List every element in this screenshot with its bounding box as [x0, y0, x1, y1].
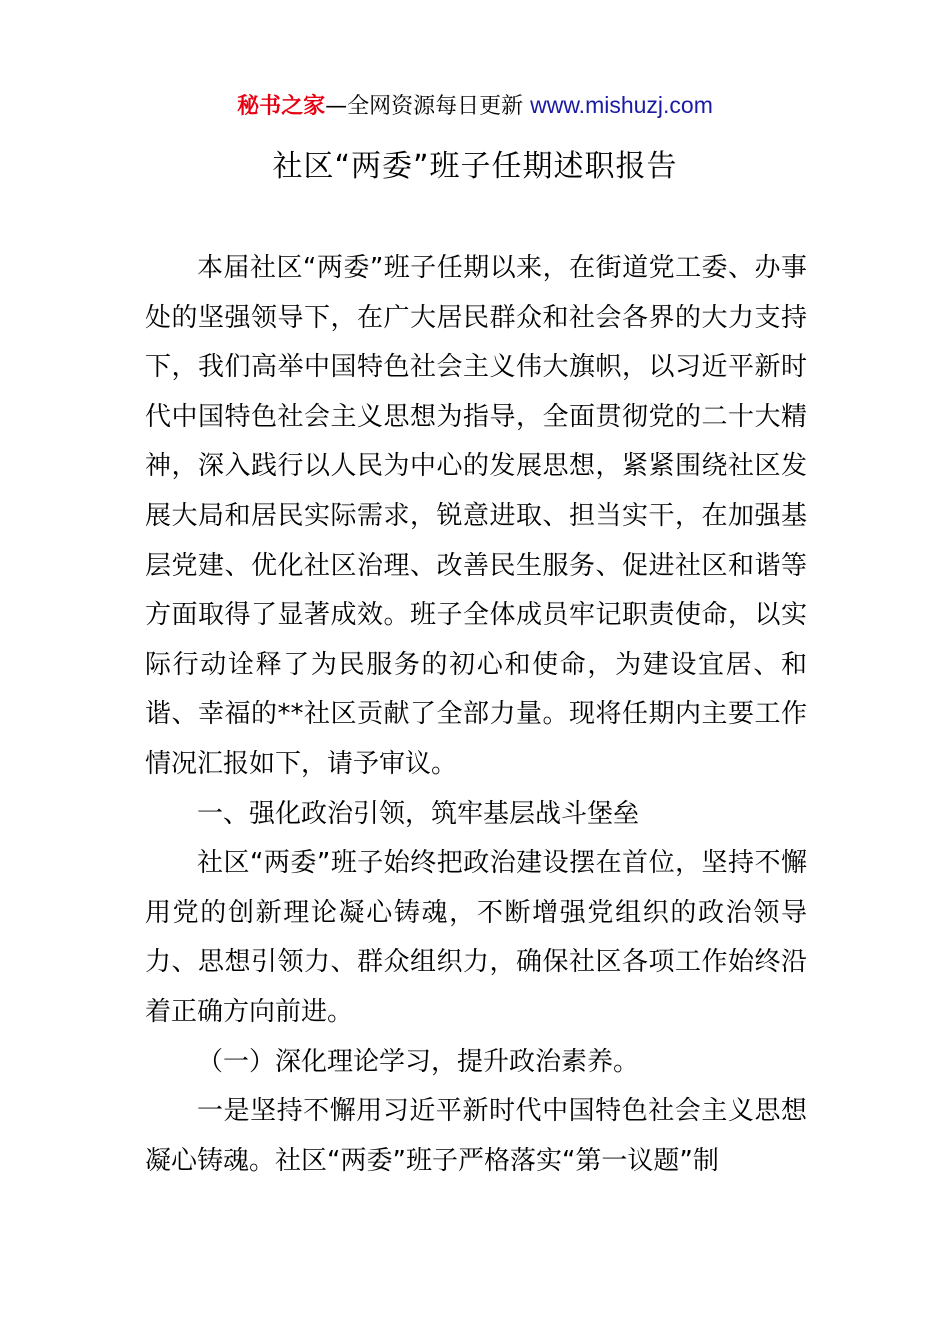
- brand-name: 秘书之家: [237, 94, 326, 119]
- banner-slogan: —全网资源每日更新: [325, 94, 531, 119]
- section-heading-1: 一、强化政治引领，筑牢基层战斗堡垒: [197, 798, 640, 829]
- site-banner: [0, 88, 950, 124]
- site-url-link[interactable]: www.mishuzj.com: [530, 92, 713, 118]
- subsection-1-paragraph: 一是坚持不懈用习近平新时代中国特色社会主义思想凝心铸魂。社区“两委”班子严格落实“第一议题”制: [145, 1096, 807, 1176]
- document-body: [145, 244, 807, 1186]
- subsection-heading-1: （一）深化理论学习，提升政治素养。: [197, 1046, 640, 1077]
- section-1-paragraph: 社区“两委”班子始终把政治建设摆在首位，坚持不懈用党的创新理论凝心铸魂，不断增强党组织的政治领导力、思想引领力、群众组织力，确保社区各项工作始终沿着正确方向前进。: [145, 848, 807, 1027]
- intro-paragraph: 本届社区“两委”班子任期以来，在街道党工委、办事处的坚强领导下，在广大居民群众和社会各界的大力支持下，我们高举中国特色社会主义伟大旗帜，以习近平新时代中国特色社会主义思想为指导，全面贯彻党的二十大精神，深入践行以人民为中心的发展思想，紧紧围绕社区发展大局和居民实际需求，锐意进取、担当实干，在加强基层党建、优化社区治理、改善民生服务、促进社区和谐等方面取得了显著成效。班子全体成员牢记职责使命，以实际行动诠释了为民服务的初心和使命，为建设宜居、和谐、幸福的**社区贡献了全部力量。现将任期内主要工作情况汇报如下，请予审议。: [145, 253, 807, 779]
- document-title: 社区“两委”班子任期述职报告: [272, 149, 678, 184]
